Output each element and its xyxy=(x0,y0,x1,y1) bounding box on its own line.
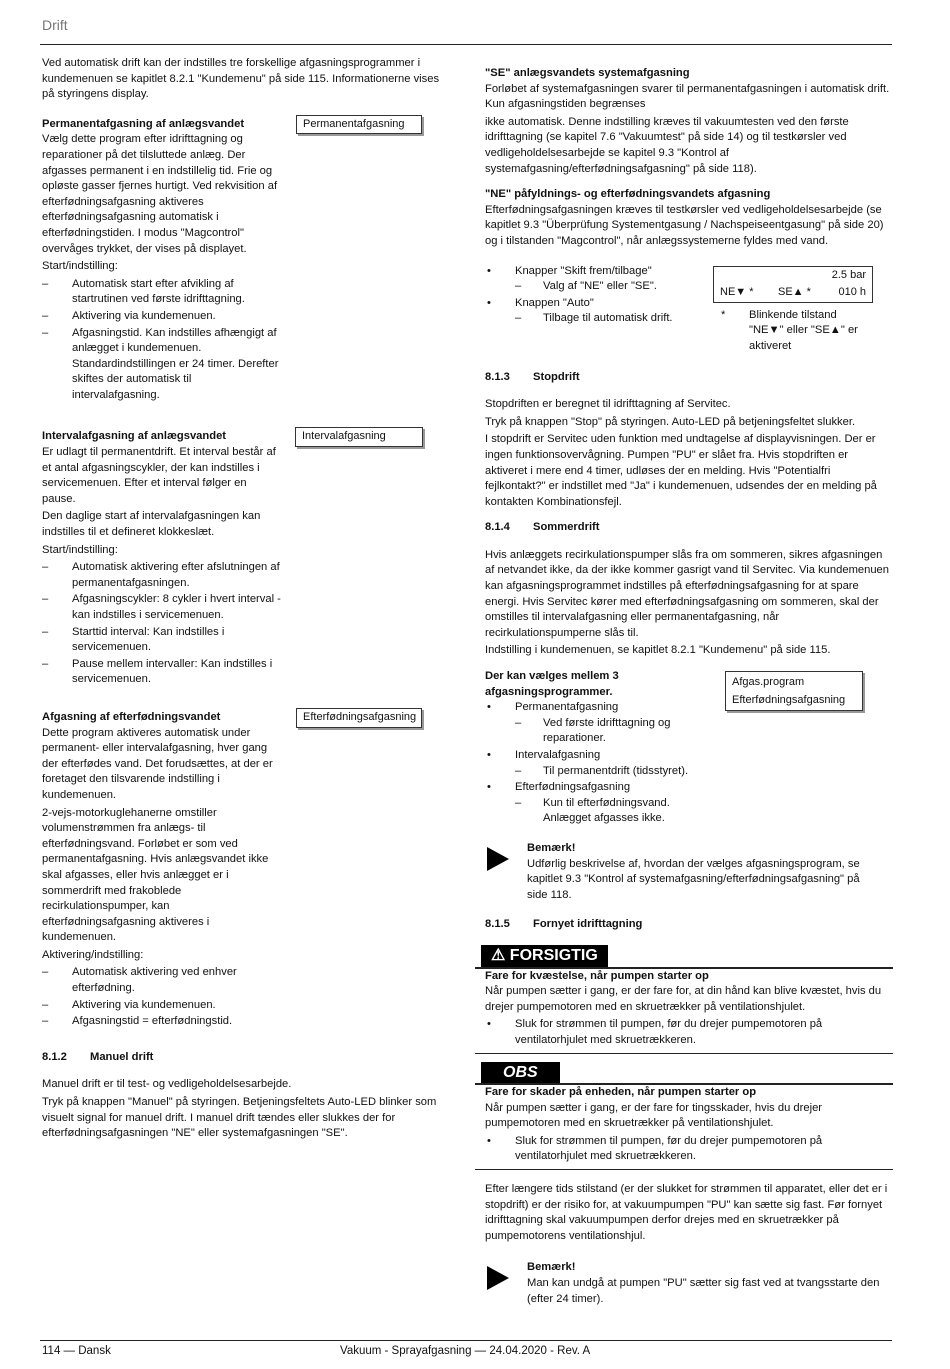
obs-banner: OBS xyxy=(481,1062,560,1084)
permanent-list xyxy=(42,277,282,404)
list-item: – Automatisk start efter afvikling af startrutinen ved første idrifttagning. xyxy=(42,277,282,308)
manual-text-1: Manuel drift er til test- og vedligeholdelsesarbejde. xyxy=(42,1078,292,1091)
list-item: – Til permanentdrift (tidsstyret). xyxy=(485,764,893,780)
asterisk-mark: * xyxy=(721,308,726,321)
note-1 xyxy=(485,841,893,903)
list-item: – Valg af "NE" eller "SE". xyxy=(485,279,705,295)
efter-list xyxy=(42,965,282,1029)
section-permanent xyxy=(42,117,442,404)
list-item: – Pause mellem intervaller: Kan indstilles i servicemenuen. xyxy=(42,657,282,688)
caution-title: Fare for kvæstelse, når pumpen starter op xyxy=(485,969,709,982)
blink-text-1: Blinkende tilstand xyxy=(749,308,837,321)
programs-block xyxy=(485,669,893,827)
se-title: "SE" anlægsvandets systemafgasning xyxy=(485,67,690,79)
efter-title: Afgasning af efterfødningsvandet xyxy=(42,710,221,723)
list-item: – Afgasningstid = efterfødningstid. xyxy=(42,1014,282,1030)
summer-text-1: Hvis anlæggets recirkulationspumper slås fra om sommeren, sikres afgasningen af netvandet ikke, da der ikke kommer gasrigt vand til Servitec. Via kundemenuen kan afgasningsprogrammet indstilles på efterfødningsafgasning for at spare energi. Hvis Servitec kører med efterfødningsafgasning om sommeren, skal der omstilles til intervalafgasning eller permanentafgasning, når recirkulationspumperne slås til. xyxy=(485,548,890,639)
se-text-1: Forløbet af systemafgasningen svarer til permanentafgasningen i automatisk drift. Kun afgasningstiden begrænses xyxy=(485,82,890,111)
efter-start-label: Aktivering/indstilling: xyxy=(42,948,144,961)
se-text-2: ikke automatisk. Denne indstilling kræves til vakuumtesten ved den første idrifttagning (se kapitel 7.6 "Vakuumtest" på side 14) og til testkørsler ved vedligeholdelsesarbejde se kapitel 9.3 "Kontrol af systemafgasning/efterfødningsafgasning" på side 118). xyxy=(485,115,849,175)
permanent-start-label: Start/indstilling: xyxy=(42,260,118,273)
intro-text: Ved automatisk drift kan der indstilles tre forskellige afgasningsprogrammer i kundemenuen se kapitlet 8.2.1 "Kundemenu" på side 115. Informationerne vises på styringens display. xyxy=(42,57,440,101)
display-label-permanent: Permanentafgasning xyxy=(296,115,422,135)
header-rule xyxy=(40,44,892,45)
efter-text-2: 2-vejs-motorkuglehanerne omstiller volumenstrømmen fra anlægs- til efterfødningsvand. Forløbet er som ved permanentafgasning. Hvis anlægsvandet ikke skal afgasses, eller hvis anlægget er i sommerdrift med frakoblede recirkulationspumper, kan efterfødningsafgasning aktiveres i kundemenuen. xyxy=(42,806,269,944)
note-arrow-icon xyxy=(487,1266,509,1290)
interval-title: Intervalafgasning af anlægsvandet xyxy=(42,430,227,443)
section-interval xyxy=(42,429,442,688)
list-item: – Automatisk aktivering ved enhver efterfødning. xyxy=(42,965,282,996)
heading-text: Sommerdrift xyxy=(533,521,600,534)
list-item: – Ved første idrifttagning og reparationer. xyxy=(485,716,705,747)
heading-renew xyxy=(485,917,893,933)
heading-number: 8.1.4 xyxy=(485,521,510,534)
display-pressure: 2.5 bar xyxy=(831,268,866,281)
permanent-text: Vælg dette program efter idrifttagning og reparationer på det tilsluttede anlæg. Der afgasses permanent i en indstillelig tid. Frie og opløste gasser fjernes hurtigt. Ved rekvisition af efterfødningsafgasning aktiveres efterfødningsafgasning automatisk i efterfødningstiden. I modus "Magcontrol" overvåges trykket, der vises på displayet. xyxy=(42,133,278,255)
heading-number: 8.1.5 xyxy=(485,918,510,931)
note-2 xyxy=(485,1260,893,1307)
ne-text: Efterfødningsafgasningen kræves til testkørsler ved vedligeholdelsesarbejde (se kapitlet 9.3 "Überprüfung Systementgasung / Nachspeiseentgasung" på side 20) og i tilstanden "Magcontrol", når anlægssystemerne fyldes med vand. xyxy=(485,203,884,247)
interval-text-1: Er udlagt til permanentdrift. Et interval består af et antal afgasningscykler, der kan indstilles i servicemenuen. Efter et interval følger en pause. xyxy=(42,446,276,505)
after-standstill-text: Efter længere tids stilstand (er der slukket for strømmen til apparatet, eller det er i stopdrift) er der risiko for, at vakuumpumpen "PU" kan sætte sig fast. Før fornyet idrifttagning skal vakuumpumpen derfor drejes med en skruetrækker på pumpemotorens ventilationshjul. xyxy=(485,1183,888,1242)
list-item: – Starttid interval: Kan indstilles i servicemenuen. xyxy=(42,625,282,656)
heading-text: Stopdrift xyxy=(533,370,580,383)
list-item: – Aktivering via kundemenuen. xyxy=(42,998,282,1014)
note-text: Udførlig beskrivelse af, hvordan der vælges afgasningsprogram, se kapitlet 9.3 "Kontrol af systemafgasning/efterfødningsafgasning" på side 118. xyxy=(527,857,860,901)
footer-rule xyxy=(40,1340,892,1341)
display-se: SE▲ * xyxy=(778,285,811,298)
stop-text-3: I stopdrift er Servitec uden funktion med undtagelse af displayvisningen. Der er ingen funktionsovervågning. Pumpen "PU" er slået fra. Hvis stopdriften er aktiveret i mere end 4 timer, udløses der en melding. Hvis "Potentialfri fejlkontakt?" er indstillet med "Ja" i kundemenuen, udsendes der en melding på kontakten Kombinationsfejl. xyxy=(485,433,877,508)
heading-number: 8.1.2 xyxy=(42,1050,67,1063)
list-item: – Afgasningstid. Kan indstilles afhængigt af anlægget i kundemenuen. Standardindstillingen er 24 timer. Derefter skiftes der automatisk til intervalafgasning. xyxy=(42,326,282,404)
obs-title: Fare for skader på enheden, når pumpen starter op xyxy=(485,1086,757,1099)
note-arrow-icon xyxy=(487,847,509,871)
list-item: – Automatisk aktivering efter afslutningen af permanentafgasningen. xyxy=(42,560,282,591)
interval-list xyxy=(42,560,282,688)
note-text: Man kan undgå at pumpen "PU" sætter sig fast ved at tvangsstarte den (efter 24 timer). xyxy=(527,1277,880,1305)
list-item: • Intervalafgasning xyxy=(485,748,893,764)
blink-legend xyxy=(749,308,889,355)
ne-title: "NE" påfyldnings- og efterfødningsvandets afgasning xyxy=(485,188,771,201)
summer-text-2: Indstilling i kundemenuen, se kapitlet 8.2.1 "Kundemenu" på side 115. xyxy=(485,644,831,657)
display-label-interval: Intervalafgasning xyxy=(295,427,423,447)
obs-box xyxy=(475,1062,893,1171)
keys-list xyxy=(485,264,705,280)
stop-text-2: Tryk på knappen "Stop" på styringen. Auto-LED på betjeningsfeltet slukker. xyxy=(485,415,856,428)
permanent-title: Permanentafgasning af anlægsvandet xyxy=(42,117,245,130)
programs-title: Der kan vælges mellem 3 afgasningsprogrammer. xyxy=(485,670,619,698)
heading-manual xyxy=(42,1050,442,1066)
caution-text: Når pumpen sætter i gang, er der fare for, at din hånd kan blive kvæstet, hvis du drejer pumpemotoren med en skruetrækker på ventilationshjulet. xyxy=(485,985,882,1013)
interval-start-label: Start/indstilling: xyxy=(42,543,118,556)
list-item: • Knapper "Skift frem/tilbage" xyxy=(485,264,705,280)
section-efter xyxy=(42,710,442,1030)
list-item: – Aktivering via kundemenuen. xyxy=(42,309,282,325)
heading-number: 8.1.3 xyxy=(485,370,510,383)
interval-text-2: Den daglige start af intervalafgasningen kan indstilles til et defineret klokkeslæt. xyxy=(42,510,261,539)
warning-triangle-icon: ⚠ xyxy=(491,946,506,964)
caution-box xyxy=(475,945,893,1054)
list-item: – Afgasningscykler: 8 cykler i hvert interval - kan indstilles i servicemenuen. xyxy=(42,592,282,623)
display-ne: NE▼ * xyxy=(720,285,754,298)
efter-text-1: Dette program aktiveres automatisk under permanent- eller intervalafgasning, hver gang der efterfødes vand. Det forudsættes, at der er foretaget den tilsvarende indstilling i kundemenuen. xyxy=(42,726,273,801)
header-section-title: Drift xyxy=(42,17,68,33)
controller-display xyxy=(713,266,873,303)
list-item: • Permanentafgasning xyxy=(485,700,893,716)
heading-text: Fornyet idrifttagning xyxy=(533,918,643,931)
heading-summer xyxy=(485,520,893,536)
note-title: Bemærk! xyxy=(527,841,576,854)
list-item: • Knappen "Auto" xyxy=(485,296,705,312)
right-column xyxy=(485,66,893,1309)
list-item: • Efterfødningsafgasning xyxy=(485,780,893,796)
footer-page: 114 — Dansk xyxy=(42,1345,111,1357)
note-title: Bemærk! xyxy=(527,1261,576,1274)
list-item: – Kun til efterfødningsvand. Anlægget afgasses ikke. xyxy=(485,796,705,827)
display-line-2: Efterfødningsafgasning xyxy=(732,694,846,707)
heading-stop xyxy=(485,370,893,386)
obs-text: Når pumpen sætter i gang, er der fare for tingsskader, hvis du drejer pumpemotoren med en skruetrækker på ventilationshjulet. xyxy=(485,1101,823,1130)
list-item: • Sluk for strømmen til pumpen, før du drejer pumpemotoren på ventilatorhjulet med skruetrækkeren. xyxy=(485,1017,893,1048)
footer-doc: Vakuum - Sprayafgasning — 24.04.2020 - Rev. A xyxy=(340,1345,591,1357)
stop-text-1: Stopdriften er beregnet til idrifttagning af Servitec. xyxy=(485,398,731,411)
blink-text-2: "NE▼" eller "SE▲" er aktiveret xyxy=(749,324,858,352)
heading-text: Manuel drift xyxy=(90,1050,154,1063)
keys-block xyxy=(485,264,893,358)
left-column xyxy=(42,56,442,1144)
display-line-1: Afgas.program xyxy=(732,676,805,689)
list-item: – Tilbage til automatisk drift. xyxy=(485,311,705,327)
list-item: • Sluk for strømmen til pumpen, før du drejer pumpemotoren på ventilatorhjulet med skruetrækkeren. xyxy=(485,1134,893,1165)
display-label-efter: Efterfødningsafgasning xyxy=(296,708,422,728)
manual-text-2: Tryk på knappen "Manuel" på styringen. Betjeningsfeltets Auto-LED blinker som visuelt signal for manuel drift. I manuel drift tændes eller slukkes der for efterfødningsafgasningen "NE" eller systemafgasningen "SE". xyxy=(42,1096,437,1140)
display-time: 010 h xyxy=(838,285,866,298)
caution-label: FORSIGTIG xyxy=(509,946,598,964)
caution-banner xyxy=(481,945,608,967)
